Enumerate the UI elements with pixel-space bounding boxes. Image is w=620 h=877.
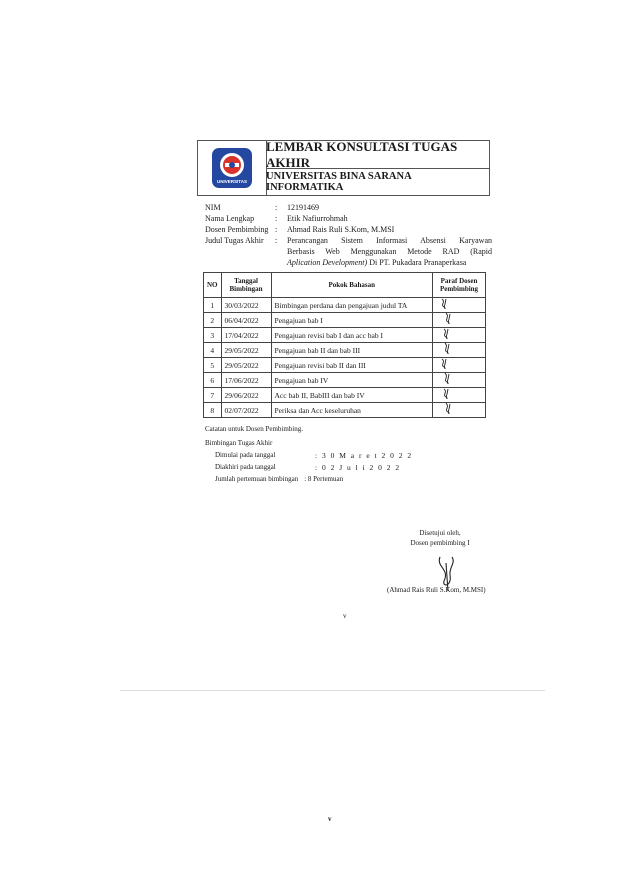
row-topic: Bimbingan perdana dan pengajuan judul TA xyxy=(271,298,433,313)
row-date: 17/06/2022 xyxy=(221,373,271,388)
thesis-line-3-italic: Aplication Development) xyxy=(287,258,368,267)
guidance-summary xyxy=(205,437,413,485)
header-signature-1: Paraf Dosen xyxy=(440,277,478,285)
thesis-value xyxy=(287,235,492,268)
consultation-table xyxy=(203,272,486,418)
info-row-thesis xyxy=(205,235,492,268)
thesis-line-2: Berbasis Web Menggunakan Metode RAD (Rapid xyxy=(287,247,492,256)
approval-line-2: Dosen pembimbing I xyxy=(410,539,470,547)
notes-label: Catatan untuk Dosen Pembimbing. xyxy=(205,425,303,433)
header-date xyxy=(221,273,271,298)
thesis-line-3 xyxy=(287,257,492,268)
table-row xyxy=(204,313,486,328)
advisor-value: Ahmad Rais Ruli S.Kom, M.MSI xyxy=(287,225,395,234)
row-date: 29/05/2022 xyxy=(221,358,271,373)
approver-name: (Ahmad Rais Ruli S.Kom, M.MSI) xyxy=(387,586,486,594)
info-row-advisor xyxy=(205,224,492,235)
row-topic: Acc bab II, BabIII dan bab IV xyxy=(271,388,433,403)
start-label: Dimulai pada tanggal xyxy=(215,451,276,459)
row-topic: Pengajuan revisi bab II dan III xyxy=(271,358,433,373)
table-row xyxy=(204,298,486,313)
row-topic: Pengajuan bab IV xyxy=(271,373,433,388)
thesis-line-3-rest: Di PT. Pukadara Pranaperkasa xyxy=(367,258,467,267)
row-no: 1 xyxy=(204,298,222,313)
nim-label: NIM xyxy=(205,203,221,212)
table-header-row xyxy=(204,273,486,298)
info-row-name xyxy=(205,213,492,224)
header-date-2: Bimbingan xyxy=(229,285,263,293)
table-row xyxy=(204,388,486,403)
row-topic: Pengajuan bab I xyxy=(271,313,433,328)
row-date: 29/06/2022 xyxy=(221,388,271,403)
header-topic: Pokok Bahasan xyxy=(271,273,433,298)
page-mark-mid: v xyxy=(343,612,347,620)
table-row xyxy=(204,403,486,418)
name-label: Nama Lengkap xyxy=(205,214,255,223)
row-no: 6 xyxy=(204,373,222,388)
document-title: LEMBAR KONSULTASI TUGAS AKHIR xyxy=(266,141,489,169)
student-info xyxy=(205,202,492,268)
row-signature xyxy=(433,328,486,343)
end-label: Diakhiri pada tanggal xyxy=(215,463,276,471)
table-row xyxy=(204,328,486,343)
name-value: Etik Nafiurrohmah xyxy=(287,214,348,223)
count-label: Jumlah pertemuan bimbingan xyxy=(215,475,299,483)
row-topic: Pengajuan revisi bab I dan acc bab I xyxy=(271,328,433,343)
nim-value: 12191469 xyxy=(287,203,319,212)
colon: : xyxy=(275,236,278,245)
row-topic: Pengajuan bab II dan bab III xyxy=(271,343,433,358)
row-signature xyxy=(433,373,486,388)
count-row xyxy=(205,473,413,485)
info-row-nim xyxy=(205,202,492,213)
count-value: : 8 Pertemuan xyxy=(304,475,344,483)
row-date: 30/03/2022 xyxy=(221,298,271,313)
row-topic: Periksa dan Acc keseluruhan xyxy=(271,403,433,418)
signature-icon xyxy=(436,373,456,385)
start-row xyxy=(205,449,413,461)
row-no: 3 xyxy=(204,328,222,343)
signature-icon xyxy=(436,328,456,340)
row-signature xyxy=(433,313,486,328)
row-signature xyxy=(433,343,486,358)
table-row xyxy=(204,343,486,358)
table-row xyxy=(204,373,486,388)
row-no: 5 xyxy=(204,358,222,373)
row-date: 29/05/2022 xyxy=(221,343,271,358)
page-mark-bottom: v xyxy=(328,815,332,823)
header-signature xyxy=(433,273,486,298)
signature-icon xyxy=(436,298,456,310)
table-row xyxy=(204,358,486,373)
row-no: 7 xyxy=(204,388,222,403)
row-signature xyxy=(433,298,486,313)
guidance-heading: Bimbingan Tugas Akhir xyxy=(205,439,273,447)
logo-box xyxy=(198,141,267,195)
row-signature xyxy=(433,388,486,403)
approval-line-1: Disetujui oleh, xyxy=(419,529,461,537)
row-date: 02/07/2022 xyxy=(221,403,271,418)
row-no: 2 xyxy=(204,313,222,328)
header-signature-2: Pembimbing xyxy=(439,285,479,293)
row-date: 06/04/2022 xyxy=(221,313,271,328)
row-no: 8 xyxy=(204,403,222,418)
thesis-label: Judul Tugas Akhir xyxy=(205,236,264,245)
row-date: 17/04/2022 xyxy=(221,328,271,343)
header-no: NO xyxy=(204,273,222,298)
colon: : xyxy=(275,225,278,234)
signature-icon xyxy=(436,358,456,370)
thesis-line-1: Perancangan Sistem Informasi Absensi Karyawan xyxy=(287,236,492,245)
end-row xyxy=(205,461,413,473)
start-date: : 3 0 M a r e t 2 0 2 2 xyxy=(315,450,413,460)
header-date-1: Tanggal xyxy=(234,277,258,285)
colon: : xyxy=(275,203,278,212)
row-signature xyxy=(433,358,486,373)
logo-text: UNIVERSITAS xyxy=(217,179,247,184)
row-signature xyxy=(433,403,486,418)
end-date: : 0 2 J u l i 2 0 2 2 xyxy=(315,462,401,472)
signature-icon xyxy=(436,313,456,325)
colon: : xyxy=(275,214,278,223)
divider xyxy=(120,690,545,691)
advisor-label: Dosen Pembimbing xyxy=(205,225,269,234)
signature-icon xyxy=(436,388,456,400)
logo-emblem-icon xyxy=(219,152,245,178)
signature-icon xyxy=(436,343,456,355)
university-logo xyxy=(212,148,252,188)
row-no: 4 xyxy=(204,343,222,358)
university-name: UNIVERSITAS BINA SARANA INFORMATIKA xyxy=(266,171,412,193)
approval-block xyxy=(380,528,500,548)
document-header xyxy=(197,140,490,196)
signature-icon xyxy=(436,403,456,415)
